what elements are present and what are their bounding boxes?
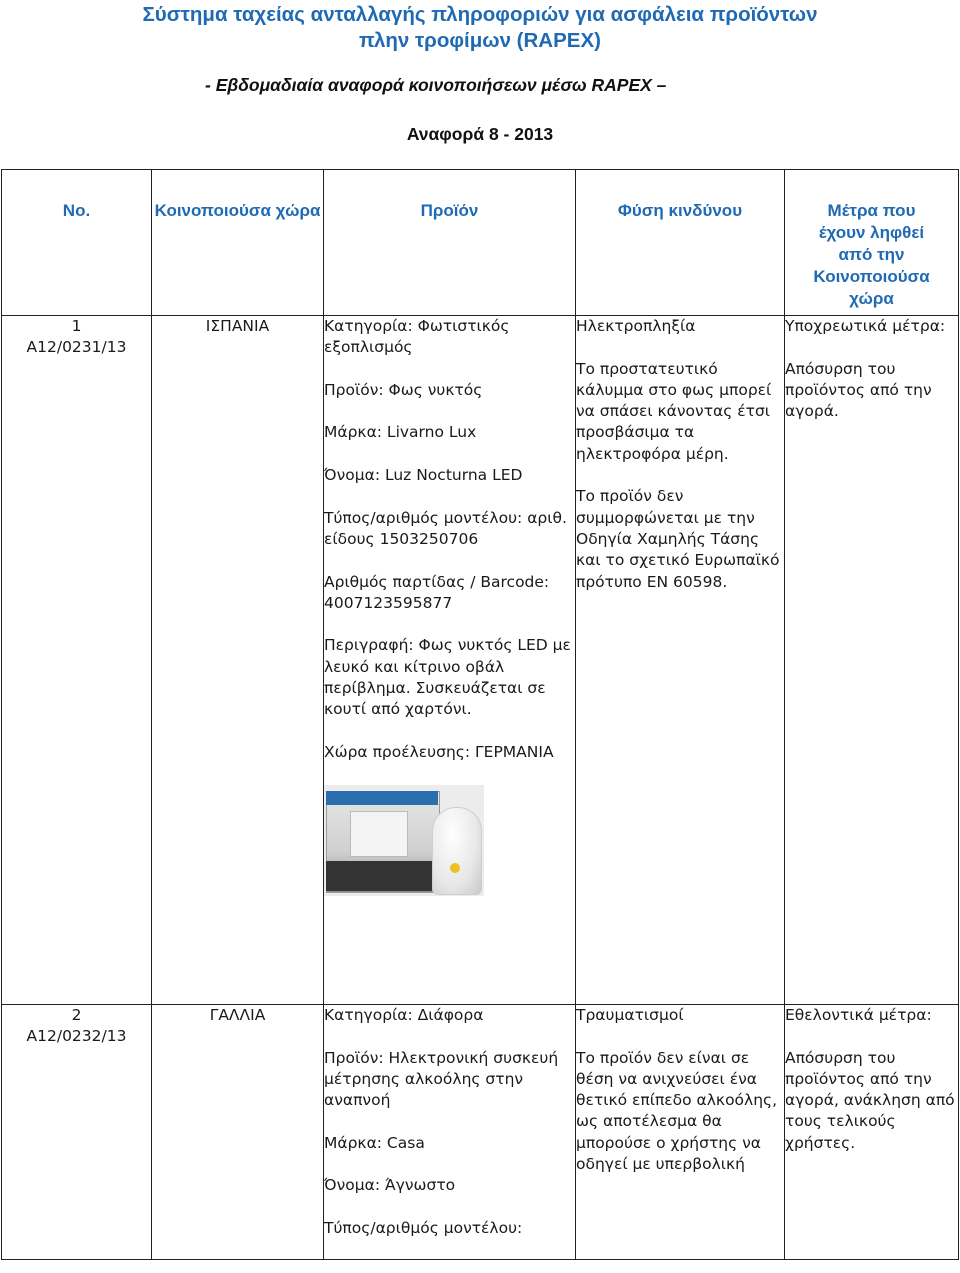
notification-number: 2 [71,1006,82,1024]
notification-number: 1 [71,317,82,335]
hazard-cell [576,316,785,1005]
measures-description: Απόσυρση του προϊόντος από την αγορά, ανάκληση από τους τελικούς χρήστες. [785,1048,955,1152]
table-row [2,316,959,1005]
product-box-base [326,861,438,891]
product-type: Προϊόν: Φως νυκτός [324,380,483,399]
notification-reference: A12/0232/13 [26,1027,127,1046]
column-header-product: Προϊόν [324,170,576,316]
column-header-measures [785,170,959,316]
hazard-description: Το προστατευτικό κάλυμμα στο φως μπορεί να σπάσει κάνοντας έτσι προσβάσιμα τα ηλεκτροφόρα μέρη. [576,359,772,463]
notifying-country: ΙΣΠΑΝΙΑ [205,317,270,335]
product-box-brand-band [326,791,438,805]
measures-withdrawal: Απόσυρση του προϊόντος από την αγορά [785,1048,932,1110]
measures-type: Υποχρεωτικά μέτρα: [785,317,946,335]
product-cell [324,316,576,1005]
hazard-cell [576,1005,785,1260]
hazard-type: Τραυματισμοί [576,1006,684,1024]
measures-header-line: χώρα [849,289,894,308]
notifications-table [1,169,959,1260]
product-photo [324,785,484,896]
product-brand: Μάρκα: Livarno Lux [324,423,477,442]
report-subtitle: - Εβδομαδιαία αναφορά κοινοποιήσεων μέσω RAPEX – [205,75,667,95]
product-model: Τύπος/αριθμός μοντέλου: [324,1218,523,1237]
measures-type: Εθελοντικά μέτρα: [785,1006,932,1024]
product-batch-barcode: Αριθμός παρτίδας / Barcode: 4007123595877 [324,572,550,612]
measures-cell [785,1005,959,1260]
column-header-country: Κοινοποιούσα χώρα [152,170,324,316]
product-name: Όνομα: Luz Nocturna LED [324,466,523,485]
country-cell [152,1005,324,1260]
title-line-2: πλην τροφίμων (RAPEX) [359,29,601,52]
notification-number-cell [2,316,152,1005]
notification-reference: A12/0231/13 [26,338,127,357]
product-box-window [350,811,408,857]
product-origin: Χώρα προέλευσης: ΓΕΡΜΑΝΙΑ [324,742,554,761]
measures-header-line: έχουν ληφθεί [818,223,925,242]
product-category: Κατηγορία: Φωτιστικός εξοπλισμός [324,317,510,357]
report-number: Αναφορά 8 - 2013 [406,124,554,144]
product-type: Προϊόν: Ηλεκτρονική συσκευή μέτρησης αλκοόλης στην αναπνοή [324,1048,559,1110]
notifying-country: ΓΑΛΛΙΑ [209,1006,266,1024]
measures-header-line: Κοινοποιούσα [813,267,930,286]
product-name: Όνομα: Άγνωστο [324,1176,456,1195]
table-header-row [2,170,959,316]
product-category: Κατηγορία: Διάφορα [324,1006,484,1024]
measures-header-line: Μέτρα που [827,201,916,220]
table-row [2,1005,959,1260]
column-header-hazard: Φύση κινδύνου [576,170,785,316]
measures-cell [785,316,959,1005]
hazard-compliance: Το προϊόν δεν συμμορφώνεται με την Οδηγία Χαμηλής Τάσης και το σχετικό Ευρωπαϊκό πρότυπο EN 60598. [576,487,780,591]
column-header-no: Νο. [2,170,152,316]
country-cell [152,316,324,1005]
measures-recall: ανάκληση από τους τελικούς χρήστες. [785,1091,955,1152]
night-light-image [432,807,482,895]
measures-header-line: από την [838,245,905,264]
hazard-description: Το προϊόν δεν είναι σε θέση να ανιχνεύσει ένα θετικό επίπεδο αλκοόλης, ως αποτέλεσμα θα μπορούσε ο χρήστης να οδηγεί με υπερβολική [576,1048,778,1174]
title-line-1: Σύστημα ταχείας ανταλλαγής πληροφοριών για ασφάλεια προϊόντων [142,3,818,26]
hazard-type: Ηλεκτροπληξία [576,317,696,335]
product-model: Τύπος/αριθμός μοντέλου: αριθ. είδους 1503250706 [324,508,567,548]
measures-description: Απόσυρση του προϊόντος από την αγορά. [785,359,932,421]
product-brand: Μάρκα: Casa [324,1133,425,1152]
product-description: Περιγραφή: Φως νυκτός LED με λευκό και κίτρινο οβάλ περίβλημα. Συσκευάζεται σε κουτί από χαρτόνι. [324,636,571,719]
product-cell [324,1005,576,1260]
notification-number-cell [2,1005,152,1260]
